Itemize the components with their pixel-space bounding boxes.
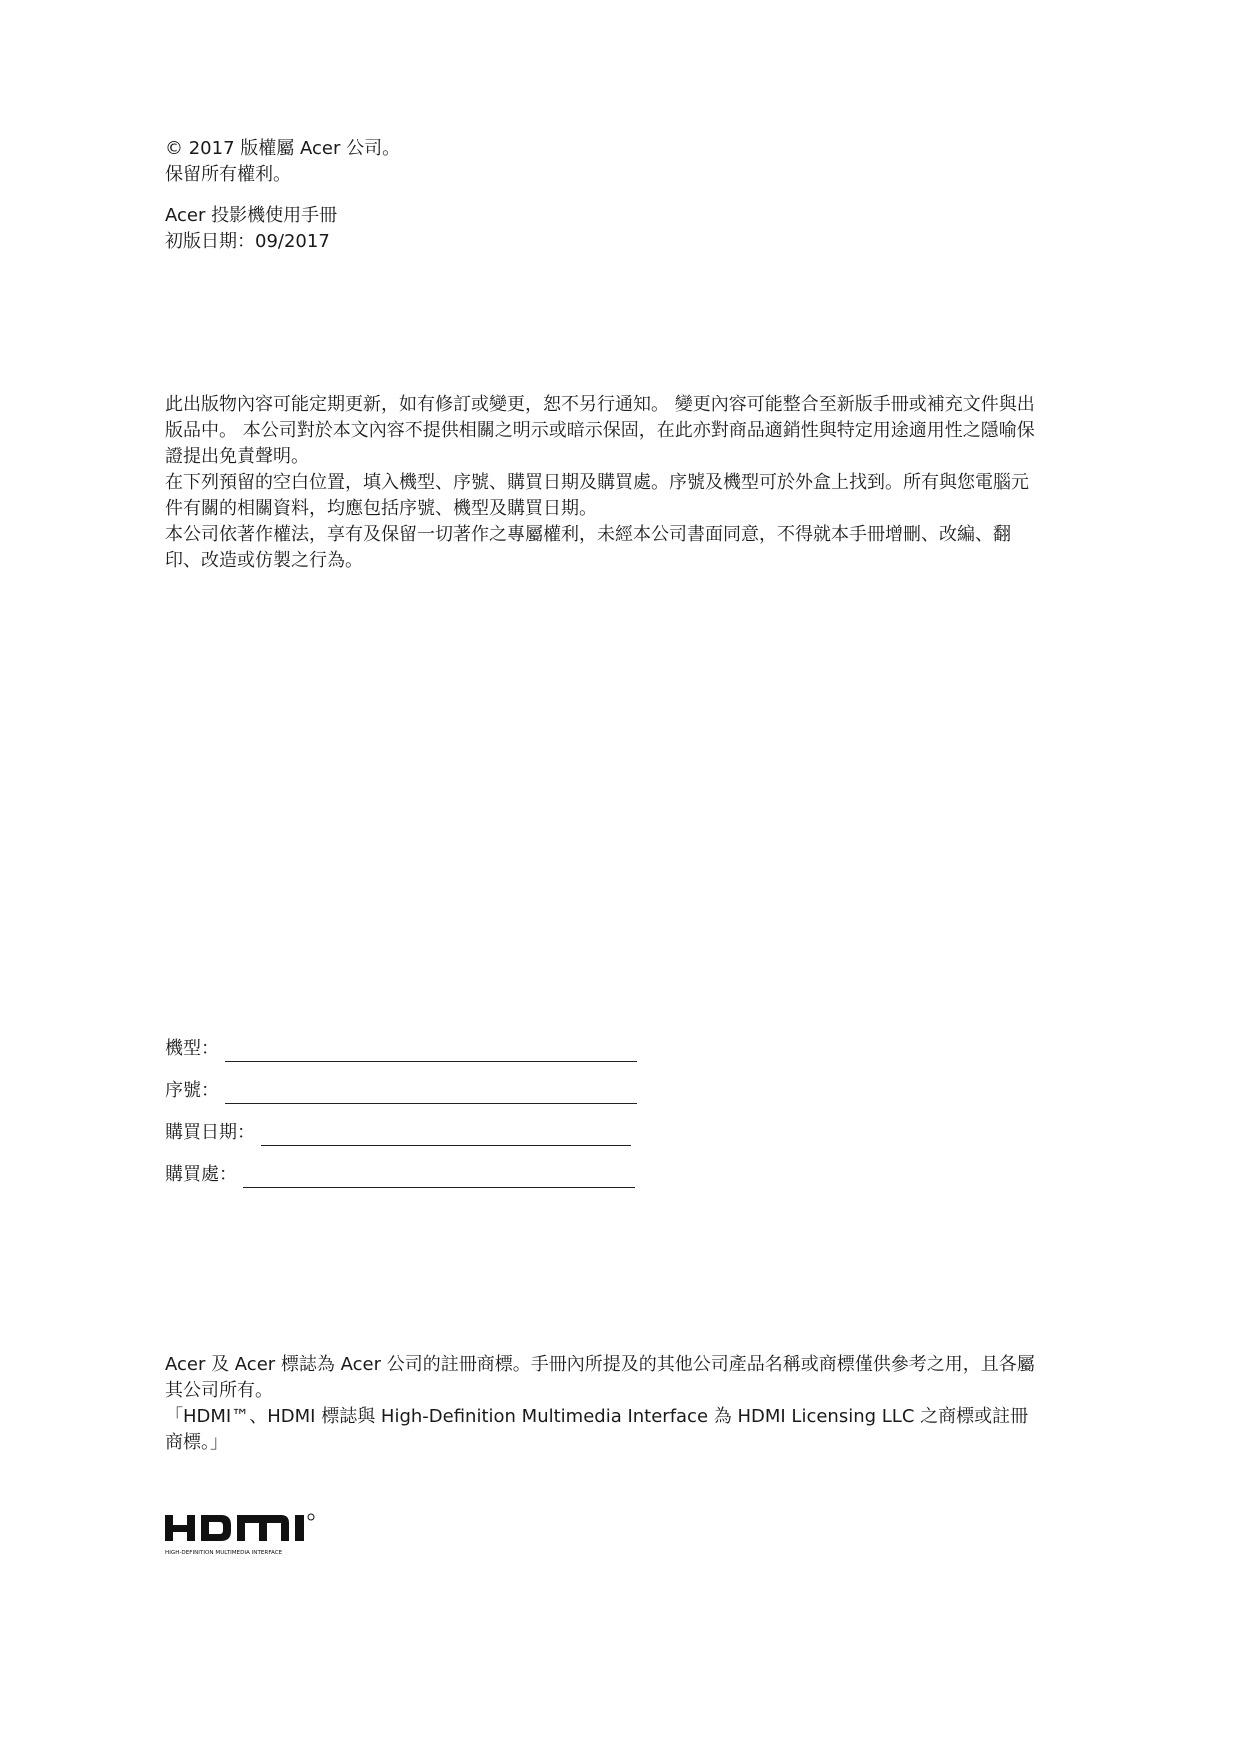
purchase-date-field xyxy=(165,1120,631,1146)
disclaimer-block xyxy=(165,392,1045,574)
serial-blank-line xyxy=(225,1081,637,1104)
hdmi-trademark-paragraph: 「HDMI™、HDMI 標誌與 High-Definition Multimedia Interface 為 HDMI Licensing LLC 之商標或註冊商標。」 xyxy=(165,1406,1029,1453)
hdmi-logo-icon xyxy=(165,1513,335,1557)
copyright-block xyxy=(165,136,1045,188)
edition-date: 初版日期：09/2017 xyxy=(165,231,330,252)
model-field xyxy=(165,1036,637,1062)
serial-field xyxy=(165,1078,637,1104)
manual-info-block xyxy=(165,203,1045,255)
manual-title: Acer 投影機使用手冊 xyxy=(165,205,338,226)
copyright-law-paragraph: 本公司依著作權法，享有及保留一切著作之專屬權利，未經本公司書面同意，不得就本手冊增刪、改編、翻印、改造或仿製之行為。 xyxy=(165,524,1011,571)
rights-reserved-line: 保留所有權利。 xyxy=(165,164,291,185)
acer-trademark-paragraph: Acer 及 Acer 標誌為 Acer 公司的註冊商標。手冊內所提及的其他公司產品名稱或商標僅供參考之用，且各屬其公司所有。 xyxy=(165,1354,1035,1401)
hdmi-tagline: HIGH-DEFINITION MULTIMEDIA INTERFACE xyxy=(165,1550,283,1556)
record-info-paragraph: 在下列預留的空白位置，填入機型、序號、購買日期及購買處。序號及機型可於外盒上找到。所有與您電腦元件有關的相關資料，均應包括序號、機型及購買日期。 xyxy=(165,472,1029,519)
purchase-date-blank-line xyxy=(261,1123,631,1146)
purchase-place-blank-line xyxy=(243,1165,635,1188)
purchase-place-field xyxy=(165,1162,635,1188)
trademark-block xyxy=(165,1352,1045,1456)
model-label: 機型： xyxy=(165,1038,219,1059)
copyright-line: © 2017 版權屬 Acer 公司。 xyxy=(165,138,401,159)
model-blank-line xyxy=(225,1039,637,1062)
purchase-place-label: 購買處： xyxy=(165,1164,237,1185)
update-disclaimer-paragraph: 此出版物內容可能定期更新，如有修訂或變更，恕不另行通知。 變更內容可能整合至新版手冊或補充文件與出版品中。 本公司對於本文內容不提供相關之明示或暗示保固，在此亦對商品適銷性與特定用途適用性之隱喻保證提出免責聲明。 xyxy=(165,394,1035,467)
serial-label: 序號： xyxy=(165,1080,219,1101)
purchase-date-label: 購買日期： xyxy=(165,1122,255,1143)
